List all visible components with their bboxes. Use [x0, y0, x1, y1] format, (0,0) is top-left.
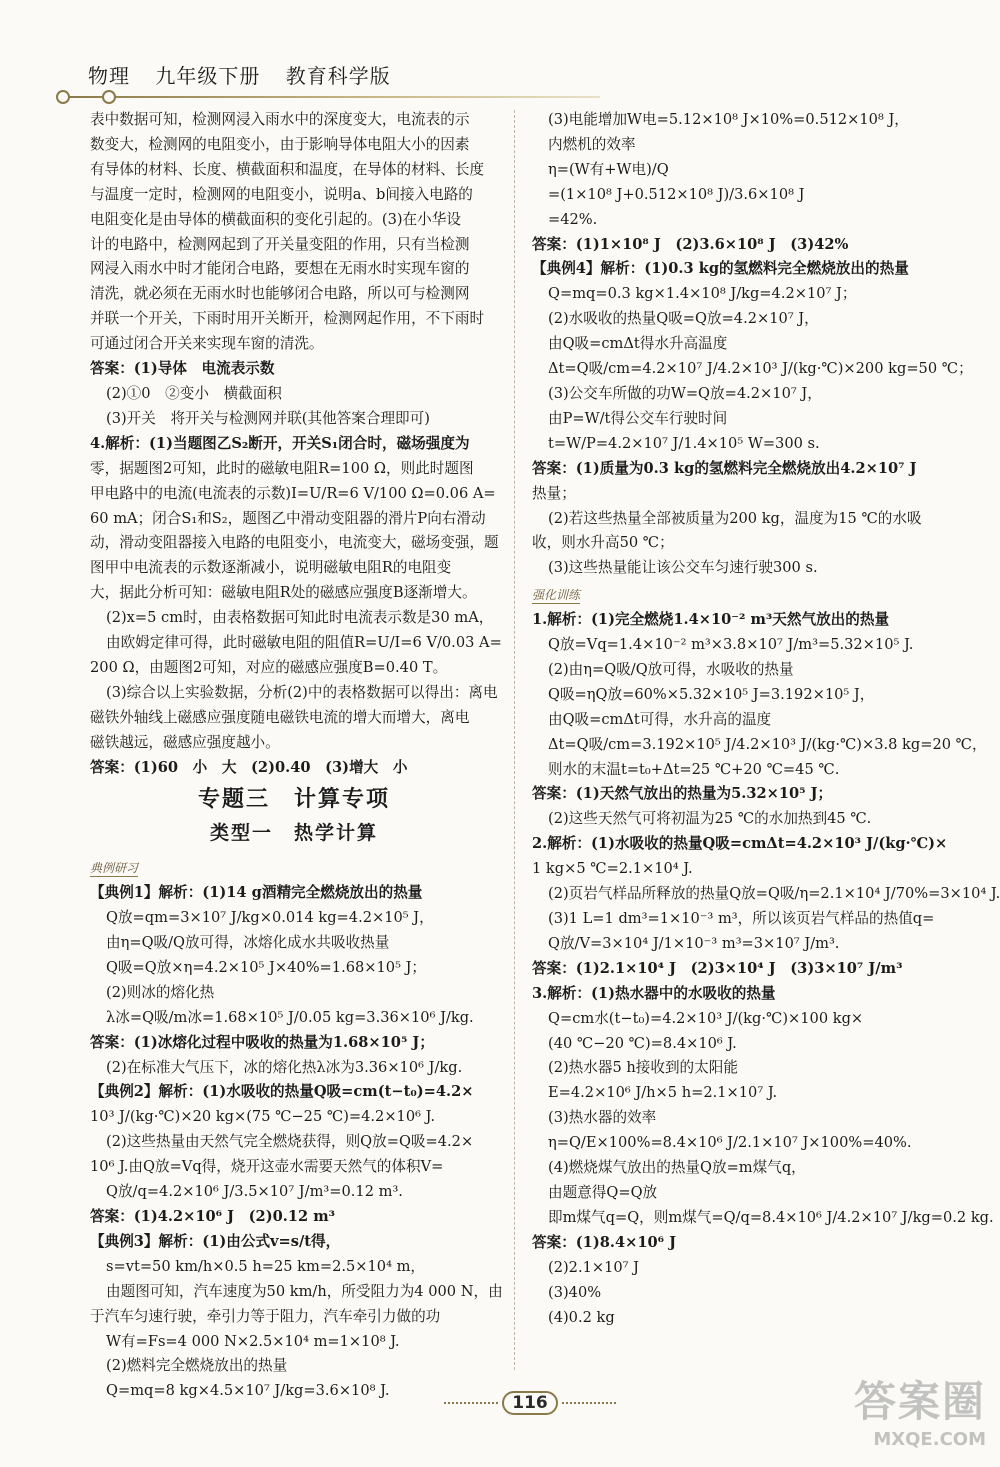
- text-line: 图甲中电流表的示数逐渐减小，说明磁敏电阻R的电阻变: [90, 559, 452, 577]
- text-line: 由题意得Q=Q放: [548, 1183, 658, 1201]
- text-line: Q=cm水(t−t₀)=4.2×10³ J/(kg·℃)×100 kg×: [548, 1009, 864, 1027]
- text-line: 10³ J/(kg·℃)×20 kg×(75 ℃−25 ℃)=4.2×10⁶ J.: [90, 1108, 435, 1126]
- text-line: (2)2.1×10⁷ J: [548, 1258, 640, 1276]
- text-line: 电阻变化是由导体的横截面积的变化引起的。(3)在小华设: [90, 210, 461, 228]
- text-line: 热量；: [532, 484, 576, 502]
- left-examples-block: [90, 881, 503, 1404]
- right-text-block: [532, 108, 973, 581]
- page-number-dots: [562, 1402, 616, 1404]
- text-line: 答案：(1)60 小 大 (2)0.40 (3)增大 小: [90, 758, 408, 776]
- text-line: (3)公交车所做的功W=Q放=4.2×10⁷ J，: [548, 384, 822, 402]
- text-line: 答案：(1)天然气放出的热量为5.32×10⁵ J；: [532, 785, 833, 803]
- text-line: (2)这些天然气可将初温为25 ℃的水加热到45 ℃.: [548, 810, 872, 828]
- text-line: 与温度一定时，检测网的电阻变小，说明a、b间接入电路的: [90, 185, 473, 203]
- text-line: 10⁶ J.由Q放=Vq得，烧开这壶水需要天然气的体积V=: [90, 1158, 444, 1176]
- text-line: 内燃机的效率: [548, 135, 636, 153]
- text-line: (2)燃料完全燃烧放出的热量: [106, 1357, 288, 1375]
- text-line: 1 kg×5 ℃=2.1×10⁴ J.: [532, 860, 693, 878]
- text-line: (2)页岩气样品所释放的热量Q放=Q吸/η=2.1×10⁴ J/70%=3×10⁴ J.: [548, 885, 1000, 903]
- text-line: 60 mA；闭合S₁和S₂，题图乙中滑动变阻器的滑片P向右滑动: [90, 509, 486, 527]
- text-line: 由Q吸=cmΔt可得，水升高的温度: [548, 710, 772, 728]
- text-line: 表中数据可知，检测网浸入雨水中的深度变大，电流表的示: [90, 111, 470, 128]
- text-line: 网浸入雨水中时才能闭合电路，要想在无雨水时实现车窗的: [90, 260, 470, 278]
- text-line: 答案：(1)8.4×10⁶ J: [532, 1233, 677, 1251]
- page-header: [88, 60, 409, 94]
- text-line: (2)水吸收的热量Q吸=Q放=4.2×10⁷ J，: [548, 310, 819, 328]
- watermark: [806, 1369, 986, 1459]
- text-line: 答案：(1)4.2×10⁶ J (2)0.12 m³: [90, 1207, 336, 1225]
- text-line: 【典例3】解析：(1)由公式v=s/t得，: [90, 1232, 341, 1250]
- text-line: s=vt=50 km/h×0.5 h=25 km=2.5×10⁴ m，: [106, 1257, 426, 1275]
- text-line: 答案：(1)质量为0.3 kg的氢燃料完全燃烧放出4.2×10⁷ J: [532, 459, 917, 477]
- left-column: [90, 108, 503, 1404]
- page-number-dots: [444, 1402, 498, 1404]
- text-line: Δt=Q吸/cm=3.192×10⁵ J/4.2×10³ J/(kg·℃)×3.8 kg=20 ℃，: [548, 735, 987, 753]
- text-line: (2)由η=Q吸/Q放可得，水吸收的热量: [548, 660, 794, 678]
- text-line: Q放=Vq=1.4×10⁻² m³×3.8×10⁷ J/m³=5.32×10⁵ J.: [548, 636, 914, 654]
- header-grade: 九年级下册: [155, 64, 261, 88]
- text-line: (3)热水器的效率: [548, 1109, 657, 1127]
- text-line: (2)x=5 cm时，由表格数据可知此时电流表示数是30 mA，: [106, 609, 494, 627]
- text-line: 【典例4】解析：(1)0.3 kg的氢燃料完全燃烧放出的热量: [532, 260, 909, 278]
- text-line: (3)综合以上实验数据，分析(2)中的表格数据可以得出：离电: [106, 683, 498, 701]
- text-line: 由P=W/t得公交车行驶时间: [548, 409, 728, 427]
- text-line: 答案：(1)导体 电流表示数: [90, 360, 275, 378]
- text-line: 2.解析：(1)水吸收的热量Q吸=cmΔt=4.2×10³ J/(kg·℃)×: [532, 835, 948, 853]
- text-line: 并联一个开关，下雨时用开关断开，检测网起作用，不下雨时: [90, 310, 485, 328]
- text-line: (3)电能增加W电=5.12×10⁸ J×10%=0.512×10⁸ J，: [548, 111, 909, 128]
- text-line: E=4.2×10⁶ J/h×5 h=2.1×10⁷ J.: [548, 1084, 778, 1102]
- text-line: (2)若这些热量全部被质量为200 kg，温度为15 ℃的水吸: [548, 509, 922, 527]
- text-line: 答案：(1)冰熔化过程中吸收的热量为1.68×10⁵ J；: [90, 1033, 434, 1051]
- text-line: Δt=Q吸/cm=4.2×10⁷ J/4.2×10³ J/(kg·℃)×200 kg=50 ℃；: [548, 360, 973, 378]
- text-line: 【典例2】解析：(1)水吸收的热量Q吸=cm(t−t₀)=4.2×: [90, 1083, 474, 1101]
- text-line: Q放=qm=3×10⁷ J/kg×0.014 kg=4.2×10⁵ J，: [106, 909, 434, 927]
- text-line: (3)开关 将开关与检测网并联(其他答案合理即可): [106, 409, 430, 427]
- text-line: 答案：(1)2.1×10⁴ J (2)3×10⁴ J (3)3×10⁷ J/m³: [532, 959, 903, 977]
- text-line: (40 ℃−20 ℃)=8.4×10⁶ J.: [548, 1034, 737, 1052]
- text-line: Q吸=Q放×η=4.2×10⁵ J×40%=1.68×10⁵ J；: [106, 958, 427, 976]
- text-line: (2)这些热量由天然气完全燃烧获得，则Q放=Q吸=4.2×: [106, 1133, 474, 1151]
- text-line: (3)1 L=1 dm³=1×10⁻³ m³，所以该页岩气样品的热值q=: [548, 910, 935, 927]
- section-label-practice: 强化训练: [532, 588, 581, 603]
- text-line: 数变大，检测网的电阻变小，由于影响导体电阻大小的因素: [90, 135, 470, 153]
- text-line: 由η=Q吸/Q放可得，冰熔化成水共吸收热量: [106, 934, 390, 951]
- text-line: 动，滑动变阻器接入电路的电阻变小，电流变大，磁场变强，题: [90, 534, 499, 552]
- text-line: (2)热水器5 h接收到的太阳能: [548, 1059, 738, 1077]
- text-line: =(1×10⁸ J+0.512×10⁸ J)/3.6×10⁸ J: [548, 185, 805, 203]
- text-line: 有导体的材料、长度、横截面积和温度，在导体的材料、长度: [90, 160, 485, 178]
- text-line: (2)①0 ②变小 横截面积: [106, 384, 282, 402]
- text-line: 由Q吸=cmΔt得水升高温度: [548, 335, 728, 353]
- topic-title: 专题三 计算专项: [197, 787, 390, 813]
- text-line: 由欧姆定律可得，此时磁敏电阻的阻值R=U/I=6 V/0.03 A=: [106, 634, 502, 652]
- text-line: 【典例1】解析：(1)14 g酒精完全燃烧放出的热量: [90, 884, 423, 902]
- text-line: 4.解析：(1)当题图乙S₂断开，开关S₁闭合时，磁场强度为: [90, 434, 470, 452]
- text-line: Q=mq=8 kg×4.5×10⁷ J/kg=3.6×10⁸ J.: [106, 1382, 390, 1400]
- text-line: 200 Ω，由题图2可知，对应的磁感应强度B=0.40 T。: [90, 658, 448, 676]
- right-practice-block: [532, 608, 1000, 1330]
- text-line: 则水的末温t=t₀+Δt=25 ℃+20 ℃=45 ℃.: [548, 760, 840, 778]
- text-line: (4)0.2 kg: [548, 1308, 615, 1326]
- text-line: η=Q/E×100%=8.4×10⁶ J/2.1×10⁷ J×100%=40%.: [548, 1134, 912, 1152]
- text-line: 即m煤气q=Q，则m煤气=Q/q=8.4×10⁶ J/4.2×10⁷ J/kg=0.2 kg.: [548, 1208, 994, 1226]
- header-ornament: [56, 90, 70, 104]
- text-line: 于汽车匀速行驶，牵引力等于阻力，汽车牵引力做的功: [90, 1307, 441, 1325]
- text-line: 计的电路中，检测网起到了开关量变阻的作用，只有当检测: [90, 235, 470, 253]
- page-number: 116: [502, 1391, 558, 1415]
- header-rule: [60, 96, 600, 98]
- header-subject: 物理: [88, 64, 130, 88]
- text-line: 收，则水升高50 ℃；: [532, 534, 674, 552]
- text-line: Q放/V=3×10⁴ J/1×10⁻³ m³=3×10⁷ J/m³.: [548, 934, 840, 952]
- right-column: [532, 108, 1000, 1330]
- text-line: (2)在标准大气压下，冰的熔化热λ冰为3.36×10⁶ J/kg.: [106, 1058, 463, 1076]
- column-divider: [514, 110, 516, 1370]
- text-line: 清洗，就必须在无雨水时也能够闭合电路，所以可与检测网: [90, 285, 470, 303]
- text-line: Q=mq=0.3 kg×1.4×10⁸ J/kg=4.2×10⁷ J；: [548, 285, 857, 303]
- page-number-area: [440, 1388, 620, 1418]
- text-line: (3)这些热量能让该公交车匀速行驶300 s.: [548, 559, 818, 577]
- header-ornament: [102, 90, 116, 104]
- text-line: Q吸=ηQ放=60%×5.32×10⁵ J=3.192×10⁵ J，: [548, 685, 875, 703]
- text-line: (4)燃烧煤气放出的热量Q放=m煤气q，: [548, 1159, 806, 1177]
- text-line: 磁铁外轴线上磁感应强度随电磁铁电流的增大而增大，离电: [90, 708, 470, 726]
- watermark-url: MXQE.COM: [873, 1429, 986, 1450]
- text-line: 3.解析：(1)热水器中的水吸收的热量: [532, 984, 776, 1002]
- text-line: λ冰=Q吸/m冰=1.68×10⁵ J/0.05 kg=3.36×10⁶ J/kg.: [106, 1008, 474, 1026]
- watermark-logo: 答案圈: [853, 1377, 986, 1426]
- type-title: 类型一 热学计算: [209, 822, 378, 845]
- text-line: 1.解析：(1)完全燃烧1.4×10⁻² m³天然气放出的热量: [532, 611, 890, 629]
- text-line: W有=Fs=4 000 N×2.5×10⁴ m=1×10⁸ J.: [106, 1332, 400, 1350]
- text-line: (3)40%: [548, 1283, 602, 1301]
- text-line: Q放/q=4.2×10⁶ J/3.5×10⁷ J/m³=0.12 m³.: [106, 1183, 403, 1201]
- text-line: 零，据题图2可知，此时的磁敏电阻R=100 Ω，则此时题图: [90, 459, 474, 477]
- text-line: (2)则冰的熔化热: [106, 983, 215, 1001]
- text-line: 可通过闭合开关来实现车窗的清洗。: [90, 335, 324, 353]
- left-text-block: [90, 108, 502, 780]
- section-label-examples: 典例研习: [90, 861, 139, 876]
- text-line: 由题图可知，汽车速度为50 km/h，所受阻力为4 000 N，由: [106, 1282, 503, 1300]
- text-line: 大，据此分析可知：磁敏电阻R处的磁感应强度B逐渐增大。: [90, 584, 477, 602]
- text-line: t=W/P=4.2×10⁷ J/1.4×10⁵ W=300 s.: [548, 434, 820, 452]
- header-edition: 教育科学版: [285, 64, 391, 88]
- text-line: η=(W有+W电)/Q: [548, 160, 669, 178]
- text-line: 答案：(1)1×10⁸ J (2)3.6×10⁸ J (3)42%: [532, 235, 849, 253]
- text-line: =42%.: [548, 210, 598, 228]
- text-line: 甲电路中的电流(电流表的示数)I=U/R=6 V/100 Ω=0.06 A=: [90, 484, 496, 502]
- text-line: 磁铁越远，磁感应强度越小。: [90, 733, 280, 751]
